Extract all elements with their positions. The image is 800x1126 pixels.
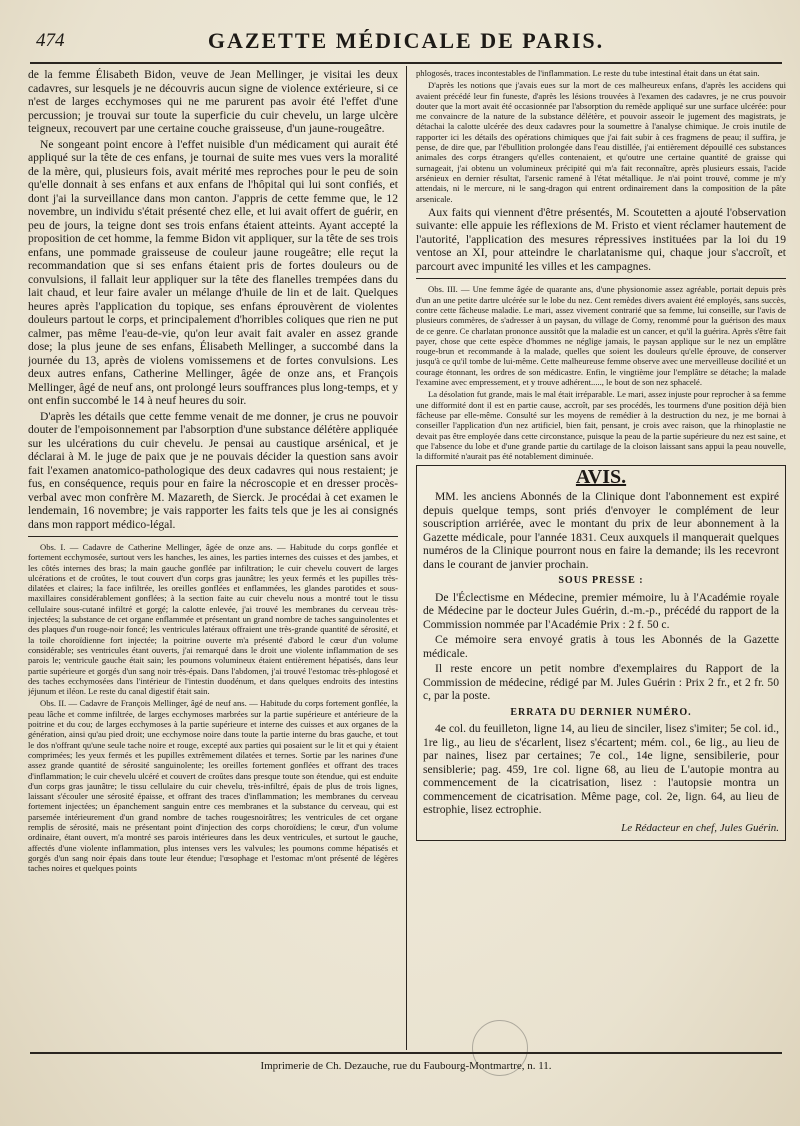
avis-title: AVIS.: [575, 466, 627, 489]
left-column: [28, 68, 398, 1048]
avis-paragraph: MM. les anciens Abonnés de la Clinique dont l'abonnement est expiré depuis quelque temps, sont priés d'envoyer le complément de leur souscription arriérée, avec le montant du prix de leur abonnement à la Gazette médicale, pour l'année 1831. Ceux auxquels il manquerait quelques numéros de la Clinique pourront nous en faire la demande; ils les recevront dans le courant de janvier prochain.: [423, 490, 779, 571]
avis-box: [416, 465, 786, 841]
divider: [416, 278, 786, 279]
paragraph: Aux faits qui viennent d'être présentés, M. Scoutetten a ajouté l'observation suivante: elle appuie les réflexions de M. Fristo et vient réclamer hautement de l'autorité, l'application des mesures répressives instituées par la loi du 19 ventose an XI, pour atteindre le charlatanisme qui, chaque jour s'accroît, et parcourt avec impunité les villes et les campagnes.: [416, 205, 786, 273]
column-divider: [406, 66, 407, 1050]
paragraph: La désolation fut grande, mais le mal était irréparable. Le mari, assez injuste pour reprocher à sa femme une difformité dont il est en partie cause, accroît, par ses procédés, les tourmens d'une position déjà bien fâcheuse par elle-même. Consulté sur les moyens de remédier à la destruction du nez, je me bornai à conseiller l'application d'un nez artificiel, bien fait, pensant, je crois avec raison, que la rhinoplastie ne devait pas être employée dans cette circonstance, puisque la peau de la partie supérieure du nez est saine, et que l'absence du lobe et d'une grande partie du cartilage de la cloison laissant sans appui la peau nouvelle, la difformité n'aurait pas été notablement diminuée.: [416, 389, 786, 462]
paragraph: D'après les notions que j'avais eues sur la mort de ces malheureux enfans, d'après les accidens qui avaient précédé leur fin funeste, d'après les lésions trouvées à l'examen des cadavres, je ne crus pouvoir douter que la mort avait été occasionnée par l'absorption du remède appliqué sur une surface ulcérée: pour me convaincre de la nature de la substance délétère, et pouvoir asseoir le jugement des magistrats, je détachai la calotte ulcérée des deux cadavres pour la soumettre à l'analyse chimique. Je crois inutile de rapporter ici les détails des opérations chimiques que j'ai fait subir à ces fragmens de peau; il suffira, je pense, de dire que, par l'ébullition prolongée dans l'eau distillée, j'ai entièrement dépouillé ces substances animales des corps étrangers qu'elles contenaient, et qu'outre une certaine quantité de graisse qui surnageait, j'ai obtenu un volumineux précipité qui m'a fait reconnaître, après plusieurs essais, l'acide arsénieux en dernier résultat, l'arsenic ramené à l'état métallique. Je n'ai point trouvé, comme je m'y attendais, ni le mercure, ni le sang-dragon qui entrent ordinairement dans la composition de la pâte arsenicale.: [416, 80, 786, 204]
signature-line: Le Rédacteur en chef, Jules Guérin.: [621, 821, 779, 834]
avis-paragraph: De l'Éclectisme en Médecine, premier mémoire, lu à l'Académie royale de Médecine par le docteur Jules Guérin, d.-m.-p., précédé du rapport de la Commission nommée par l'Académie Prix : 2 f. 50 c.: [423, 590, 779, 631]
observation-1: Obs. I. — Cadavre de Catherine Mellinger, âgée de onze ans. — Habitude du corps gonflée et fortement ecchymosée, surtout vers les hanches, les aines, les parties internes des cuisses et des jambes, et les côtés internes des bras; la main gauche gonflée par infiltration; le cuir chevelu couvert de larges ulcérations et de croûtes, le tout couvert d'un corps gras jaunâtre; les yeux fermés et les pupilles très-dilatées et claires; la face infiltrée, les oreilles gonflées et enflammées, les glandes parotides et sous-maxillaires considérablement gonflées; à la section faite au cuir chevelu nous a montré tout le tissu cellulaire sous-cutané infiltré et gorgé; la calotte enlevée, j'ai trouvé les membranes du cerveau très-injectées; la substance de cet organe enflammée et présentant un grand nombre de taches sanguinolentes et des plaques d'un rouge-noir foncé; les ventricules latéraux offraient une très-grande quantité de sérosité, et la toile choroïdienne fort injectée; la poitrine ouverte m'a présenté d'abord le cœur d'un volume considérable; ses ventricules étant ouverts, j'ai remarqué dans le droit une violente inflammation de ses parois le; ventricule gauche était sain; les poumons volumineux étaient entièrement hépatisés, dans leur partie supérieure et gorgés d'un sang noir très-épais. Dans l'abdomen, j'ai trouvé l'estomac très-phlogosé et des taches ecchymosées dans l'intérieur de l'intestin duodénum, et dans quelques endroits des intestins jéjunum et iléon. Le reste du canal digestif était sain.: [28, 542, 398, 697]
imprint-footer: Imprimerie de Ch. Dezauche, rue du Faubourg-Montmartre, n. 11.: [30, 1052, 782, 1072]
paragraph: D'après les détails que cette femme venait de me donner, je crus ne pouvoir douter de l'empoisonnement par l'absorption d'une substance délétère appliquée sur les ulcérations du cuir chevelu. Je pensai au caustique arsénical, et je déclarai à M. le juge de paix que je ne pouvais décider la question sans avoir fait l'examen anatomico-pathologique des deux cadavres qui nous restaient; je fus, en conséquence, requis pour en faire la nécroscopie et en dresser procès-verbal avec mon confrère M. Mazareth, de Sierck. Je procédai à cet examen le lendemain, 16 novembre; je vais rapporter les faits tels que je les ai consignés dans mon rapport médico-légal.: [28, 409, 398, 531]
avis-paragraph: Ce mémoire sera envoyé gratis à tous les Abonnés de la Gazette médicale.: [423, 633, 779, 660]
masthead: GAZETTE MÉDICALE DE PARIS.: [207, 28, 605, 53]
observation-3: Obs. III. — Une femme âgée de quarante ans, d'une physionomie assez agréable, portait depuis près d'un an une petite dartre ulcérée sur le lobe du nez. Cent remèdes divers avaient été employés, sans succès, contre cette fâcheuse maladie. Le mari, assez vivement contrarié que sa femme, lui conseille, sur l'avis de plusieurs commères, de s'adresser à un paysan, du village de Corny, renommé pour la guérison des maux de ce genre. Ce charlatan prononce aussitôt que la maladie est un cancer, et qu'il la guérira. Après s'être fait payer, chose que cette espèce d'hommes ne néglige jamais, le paysan applique sur le nez un emplâtre rouge-brun et recommande à la malade, quelles que soient les douleurs qu'elle éprouve, de conserver jusqu'à ce qu'il tombe de lui-même. Cette malheureuse femme observe avec une merveilleuse docilité et un courage étonnant, les ordres de son médicastre. Enfin, le vingtième jour l'emplâtre se détache; la malade l'examine avec empressement, et y trouve adhérent....., le bout de son nez sphacelé.: [416, 284, 786, 388]
right-column: [416, 68, 786, 1048]
sous-presse-heading: SOUS PRESSE :: [558, 575, 644, 586]
page-header: [30, 26, 782, 64]
paragraph: phlogosés, traces incontestables de l'inflammation. Le reste du tube intestinal était dans un état sain.: [416, 68, 760, 78]
page-number: 474: [36, 30, 65, 51]
observation-2: Obs. II. — Cadavre de François Mellinger, âgé de neuf ans. — Habitude du corps fortement gonflée, la peau lâche et comme infiltrée, de larges ecchymoses marbrées sur la partie supérieure et antérieure de la poitrine et du cou; de larges ecchymoses à la partie supérieure et interne des cuisses et aux organes de la génération, ainsi qu'au pied droit; une ecchymose noire dans toute la partie interne du bras gauche, et tout le dos n'offrant qu'une seule tache noire et rouge, excepté aux parties qui posaient sur le lit et qui y étaient comprimées; les yeux fermés et les pupilles extrêmement dilatées et ternes. Sortie par les narines d'une assez grande quantité de sérosité sanguinolente; les oreilles fortement gonflées et offrant des traces d'inflammation; le cuir chevelu ulcéré et couvert de croûtes dans presque toute son étendue, qui est enduite d'un corps gras jaunâtre; le tissu cellulaire du cuir chevelu, très-infiltré, épais de plus de trois lignes, laissant s'écouler une sérosité épaisse, et offrant des traces d'inflammation; les membranes du cerveau fortement injectées; un épanchement sanguin entre ces membranes et la substance du cerveau, qui est parsemée intérieurement d'un grand nombre de taches rougesnoirâtres; les ventricules de cet organe remplis de sérosité, mais ne présentant point d'injection des corps choroïdiens; le cœur, d'un volume ordinaire, étant ouvert, m'a montré ses parois intérieures dans les deux ventricules, et surtout le gauche, affectés d'une violente inflammation, plus intenses vers les valvules; les poumons comme hépatisés et gorgés d'un sang noir épais dans toute leur étendue; l'œsophage et l'estomac m'ont présenté de légères taches noires et quelques points: [28, 698, 398, 874]
paragraph: Ne songeant point encore à l'effet nuisible d'un médicament qui aurait été appliqué sur la tête de ces enfans, je tournai de suite mes vues vers la moralité de la mère, qui, plusieurs fois, avait mérité mes reproches pour le peu de soin qu'elle donnait à ses enfans et aux enfans de l'hôpital qui lui sont confiés, et dont j'ai la surveillance dans mon canton. J'appris de cette femme que, le 12 novembre, un individu s'était présenté chez elle, et lui avait offert de guérir, en peu de jours, la teigne dont ses trois enfans étaient atteints. Ayant accepté la proposition de cet homme, la femme Bidon vit appliquer, sur la tête de ses trois enfans, une pommade graisseuse de couleur jaune rougeâtre; elle reçut la recommandation que si ses enfans étaient pris de fortes douleurs ou de convulsions, il fallait leur appliquer sur la tête des flanelles trempées dans du lait chaud, et leur faire avaler un mélange d'huile de lin et de lait. Quelques heures après l'application du topique, ses enfans éprouvèrent de violentes douleurs partout le corps, et principalement d'horribles coliques que rien ne put calmer, pas même l'eau-de-vie, qu'on leur avait fait avaler en assez grande dose; la plus jeune de ses enfans, Élisabeth Mellinger, a succombé dans la journée du 13, après de violens vomissemens et de fortes convulsions. Les deux autres enfans, Catherine Mellinger, âgée de onze ans, et François Mellinger, âgé de neuf ans, ont prolongé leurs souffrances plus long-temps, et y ont enfin succombé le 14 à neuf heures du soir.: [28, 137, 398, 407]
divider: [28, 536, 398, 537]
avis-paragraph: Il reste encore un petit nombre d'exemplaires du Rapport de la Commission de médecine, rédigé par M. Jules Guérin : Prix 2 fr., et 2 fr. 50 c, par la poste.: [423, 662, 779, 703]
paragraph: de la femme Élisabeth Bidon, veuve de Jean Mellinger, je visitai les deux cadavres, sur lesquels je ne découvris aucun signe de violence extérieure, si ce n'est de larges ecchymoses qui ne me parurent pas avoir été l'effet d'une percussion; je trouvai sur toute la superficie du cuir chevelu, un large ulcère teigneux, recouvert par une certaine couche graisseuse, d'un jaune-rougeâtre.: [28, 68, 398, 135]
errata-text: 4e col. du feuilleton, ligne 14, au lieu de sinciler, lisez s'imiter; 5e col. id., 1re lig., au lieu de s'écarlent, lisez s'écartent; mém. col., 6e lig., au lieu de par naines, lisez par certaines; 7e col., 14e ligne, sensibilerie, pour sensiblerie; pag. 459, 1re col. ligne 68, au lieu de L'autopie montra au commencement de la cicatrisation, lisez : l'autopsie montra un commencement de cicatrisation. Même page, col. 2e, lign. 64, au lieu de estrophie, lisez ectrophie.: [423, 722, 779, 817]
errata-heading: ERRATA DU DERNIER NUMÉRO.: [510, 706, 692, 718]
